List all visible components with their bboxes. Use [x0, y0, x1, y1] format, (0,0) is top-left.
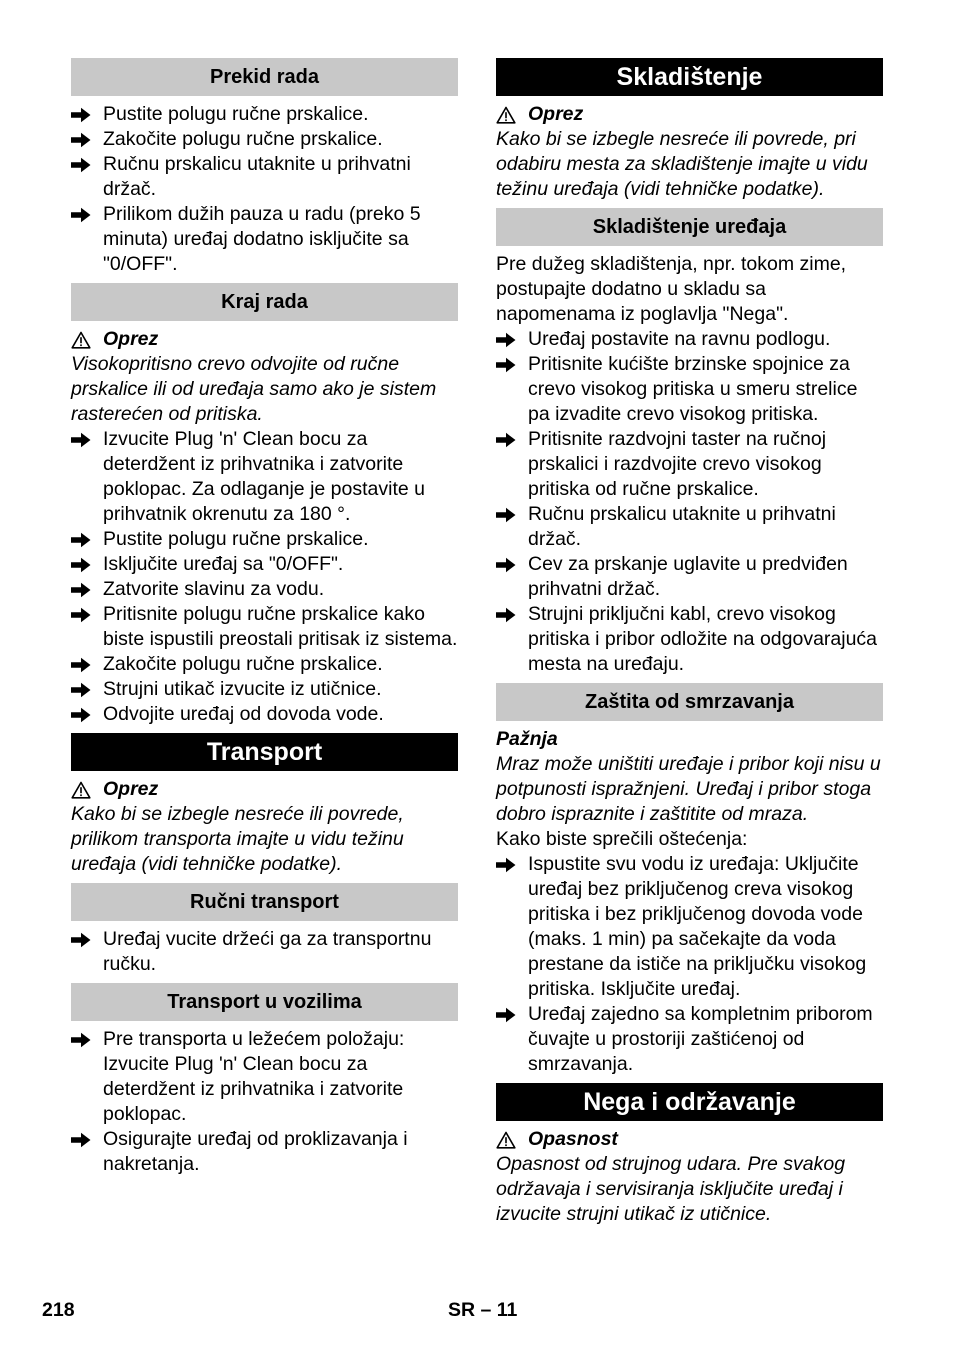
warning-triangle-icon [71, 331, 91, 349]
list-item [71, 552, 458, 577]
list-item [496, 1002, 883, 1077]
list-item [496, 602, 883, 677]
arrow-right-icon [71, 927, 93, 952]
list-item [71, 702, 458, 727]
intro-zastita: Kako biste sprečili oštećenja: [496, 828, 748, 850]
list-item [496, 352, 883, 427]
page-number: 218 [42, 1299, 75, 1321]
warning-label: Oprez [103, 778, 159, 800]
arrow-right-icon [496, 852, 518, 877]
list-item-text: Strujni priključni kabl, crevo visokog pritiska i pribor odložite na odgovarajuća mesta na uređaju. [528, 603, 878, 675]
list-item-text: Osigurajte uređaj od proklizavanja i nakretanja. [103, 1128, 408, 1175]
list-item [496, 852, 883, 1002]
list-item-text: Ispustite svu vodu iz uređaja: Uključite uređaj bez priključenog creva visokog pritiska i bez priključenog dovoda vode (maks. 1 min) pa sačekajte da voda prestane da ističe na priključku visokog pritiska. Isključite uređaj. [528, 853, 867, 1000]
heading-transport-u-vozilima: Transport u vozilima [71, 983, 458, 1021]
arrow-right-icon [71, 202, 93, 227]
warning-text-nega: Opasnost od strujnog udara. Pre svakog održavaja i servisiranja isključite uređaj i izvucite strujni utikač iz utičnice. [496, 1153, 846, 1225]
footer-section: SR – 11 [448, 1299, 518, 1321]
warning-transport [71, 777, 458, 802]
list-item-text: Cev za prskanje uglavite u predviđen prihvatni držač. [528, 553, 848, 600]
list-item-text: Prilikom dužih pauza u radu (preko 5 minuta) uređaj dodatno isključite sa "0/OFF". [103, 203, 421, 275]
arrow-right-icon [496, 602, 518, 627]
arrow-right-icon [71, 652, 93, 677]
intro-skladistenje-uredjaja: Pre dužeg skladištenja, npr. tokom zime, postupajte dodatno u skladu sa napomenama iz poglavlja "Nega". [496, 253, 847, 325]
heading-transport: Transport [71, 733, 458, 771]
list-item [71, 577, 458, 602]
heading-zastita-od-smrzavanja: Zaštita od smrzavanja [496, 683, 883, 721]
list-item-text: Pustite polugu ručne prskalice. [103, 528, 369, 550]
list-item [71, 152, 458, 202]
heading-prekid-rada: Prekid rada [71, 58, 458, 96]
right-column [496, 58, 883, 1227]
warning-kraj-rada [71, 327, 458, 352]
list-item-text: Uređaj postavite na ravnu podlogu. [528, 328, 831, 350]
list-item-text: Odvojite uređaj od dovoda vode. [103, 703, 384, 725]
list-item-text: Pritisnite polugu ručne prskalice kako biste ispustili preostali pritisak iz sistema. [103, 603, 458, 650]
arrow-right-icon [71, 152, 93, 177]
arrow-right-icon [496, 1002, 518, 1027]
heading-rucni-transport: Ručni transport [71, 883, 458, 921]
arrow-right-icon [71, 552, 93, 577]
warning-label: Oprez [103, 328, 159, 350]
list-item [71, 427, 458, 527]
list-item-text: Zakočite polugu ručne prskalice. [103, 128, 383, 150]
list-item [71, 1127, 458, 1177]
list-item [71, 527, 458, 552]
list-item-text: Uređaj zajedno sa kompletnim priborom čuvajte u prostoriji zaštićenoj od smrzavanja. [528, 1003, 873, 1075]
list-item [71, 927, 458, 977]
list-item [71, 202, 458, 277]
warning-text-transport: Kako bi se izbegle nesreće ili povrede, prilikom transporta imajte u vidu težinu uređaja (vidi tehničke podatke). [71, 803, 404, 875]
arrow-right-icon [496, 427, 518, 452]
warning-text-kraj-rada: Visokopritisno crevo odvojite od ručne prskalice ili od uređaja samo ako je sistem rasterećen od pritiska. [71, 353, 437, 425]
arrow-right-icon [71, 1027, 93, 1052]
list-item [71, 102, 458, 127]
warning-triangle-icon [71, 781, 91, 799]
heading-skladistenje-uredjaja: Skladištenje uređaja [496, 208, 883, 246]
warning-text-skladistenje: Kako bi se izbegle nesreće ili povrede, pri odabiru mesta za skladištenje imajte u vidu težinu uređaja (vidi tehničke podatke). [496, 128, 868, 200]
arrow-right-icon [71, 677, 93, 702]
list-item-text: Zakočite polugu ručne prskalice. [103, 653, 383, 675]
list-item-text: Ručnu prskalicu utaknite u prihvatni držač. [528, 503, 836, 550]
note-label-pazhnja: Pažnja [496, 728, 558, 750]
list-item [496, 327, 883, 352]
arrow-right-icon [71, 102, 93, 127]
warning-triangle-icon [496, 1131, 516, 1149]
steps-rucni-transport [71, 927, 458, 977]
heading-skladistenje: Skladištenje [496, 58, 883, 96]
list-item [71, 602, 458, 652]
steps-transport-u-vozilima [71, 1027, 458, 1177]
arrow-right-icon [71, 602, 93, 627]
list-item [496, 502, 883, 552]
warning-label: Opasnost [528, 1128, 618, 1150]
list-item [71, 677, 458, 702]
heading-kraj-rada: Kraj rada [71, 283, 458, 321]
arrow-right-icon [496, 327, 518, 352]
list-item-text: Izvucite Plug 'n' Clean bocu za deterdžent iz prihvatnika i zatvorite poklopac. Za odlaganje je postavite u prihvatnik okrenutu za 180 °. [103, 428, 425, 525]
list-item [71, 127, 458, 152]
list-item-text: Isključite uređaj sa "0/OFF". [103, 553, 344, 575]
list-item-text: Zatvorite slavinu za vodu. [103, 578, 325, 600]
list-item-text: Pritisnite kućište brzinske spojnice za crevo visokog pritiska u smeru strelice pa izvadite crevo visokog pritiska. [528, 353, 858, 425]
arrow-right-icon [71, 1127, 93, 1152]
list-item [71, 652, 458, 677]
list-item [496, 427, 883, 502]
arrow-right-icon [71, 577, 93, 602]
steps-prekid-rada [71, 102, 458, 277]
arrow-right-icon [71, 527, 93, 552]
warning-nega [496, 1127, 883, 1152]
list-item [496, 552, 883, 602]
steps-zastita [496, 852, 883, 1077]
arrow-right-icon [496, 552, 518, 577]
list-item-text: Uređaj vucite držeći ga za transportnu ručku. [103, 928, 432, 975]
arrow-right-icon [496, 502, 518, 527]
arrow-right-icon [71, 702, 93, 727]
steps-skladistenje-uredjaja [496, 327, 883, 677]
warning-label: Oprez [528, 103, 584, 125]
list-item-text: Strujni utikač izvucite iz utičnice. [103, 678, 382, 700]
note-text-zastita: Mraz može uništiti uređaje i pribor koji nisu u potpunosti ispražnjeni. Uređaj i pribor stoga dobro ispraznite i zaštitite od mraza. [496, 753, 881, 825]
list-item-text: Pritisnite razdvojni taster na ručnoj prskalici i razdvojite crevo visokog pritiska od ručne prskalice. [528, 428, 827, 500]
warning-triangle-icon [496, 106, 516, 124]
list-item-text: Pre transporta u ležećem položaju: Izvucite Plug 'n' Clean bocu za deterdžent iz prihvatnika i zatvorite poklopac. [103, 1028, 405, 1125]
left-column [71, 58, 458, 1177]
arrow-right-icon [71, 127, 93, 152]
list-item-text: Pustite polugu ručne prskalice. [103, 103, 369, 125]
warning-skladistenje [496, 102, 883, 127]
arrow-right-icon [71, 427, 93, 452]
list-item [71, 1027, 458, 1127]
list-item-text: Ručnu prskalicu utaknite u prihvatni držač. [103, 153, 411, 200]
heading-nega-i-odrzavanje: Nega i održavanje [496, 1083, 883, 1121]
steps-kraj-rada [71, 427, 458, 727]
arrow-right-icon [496, 352, 518, 377]
